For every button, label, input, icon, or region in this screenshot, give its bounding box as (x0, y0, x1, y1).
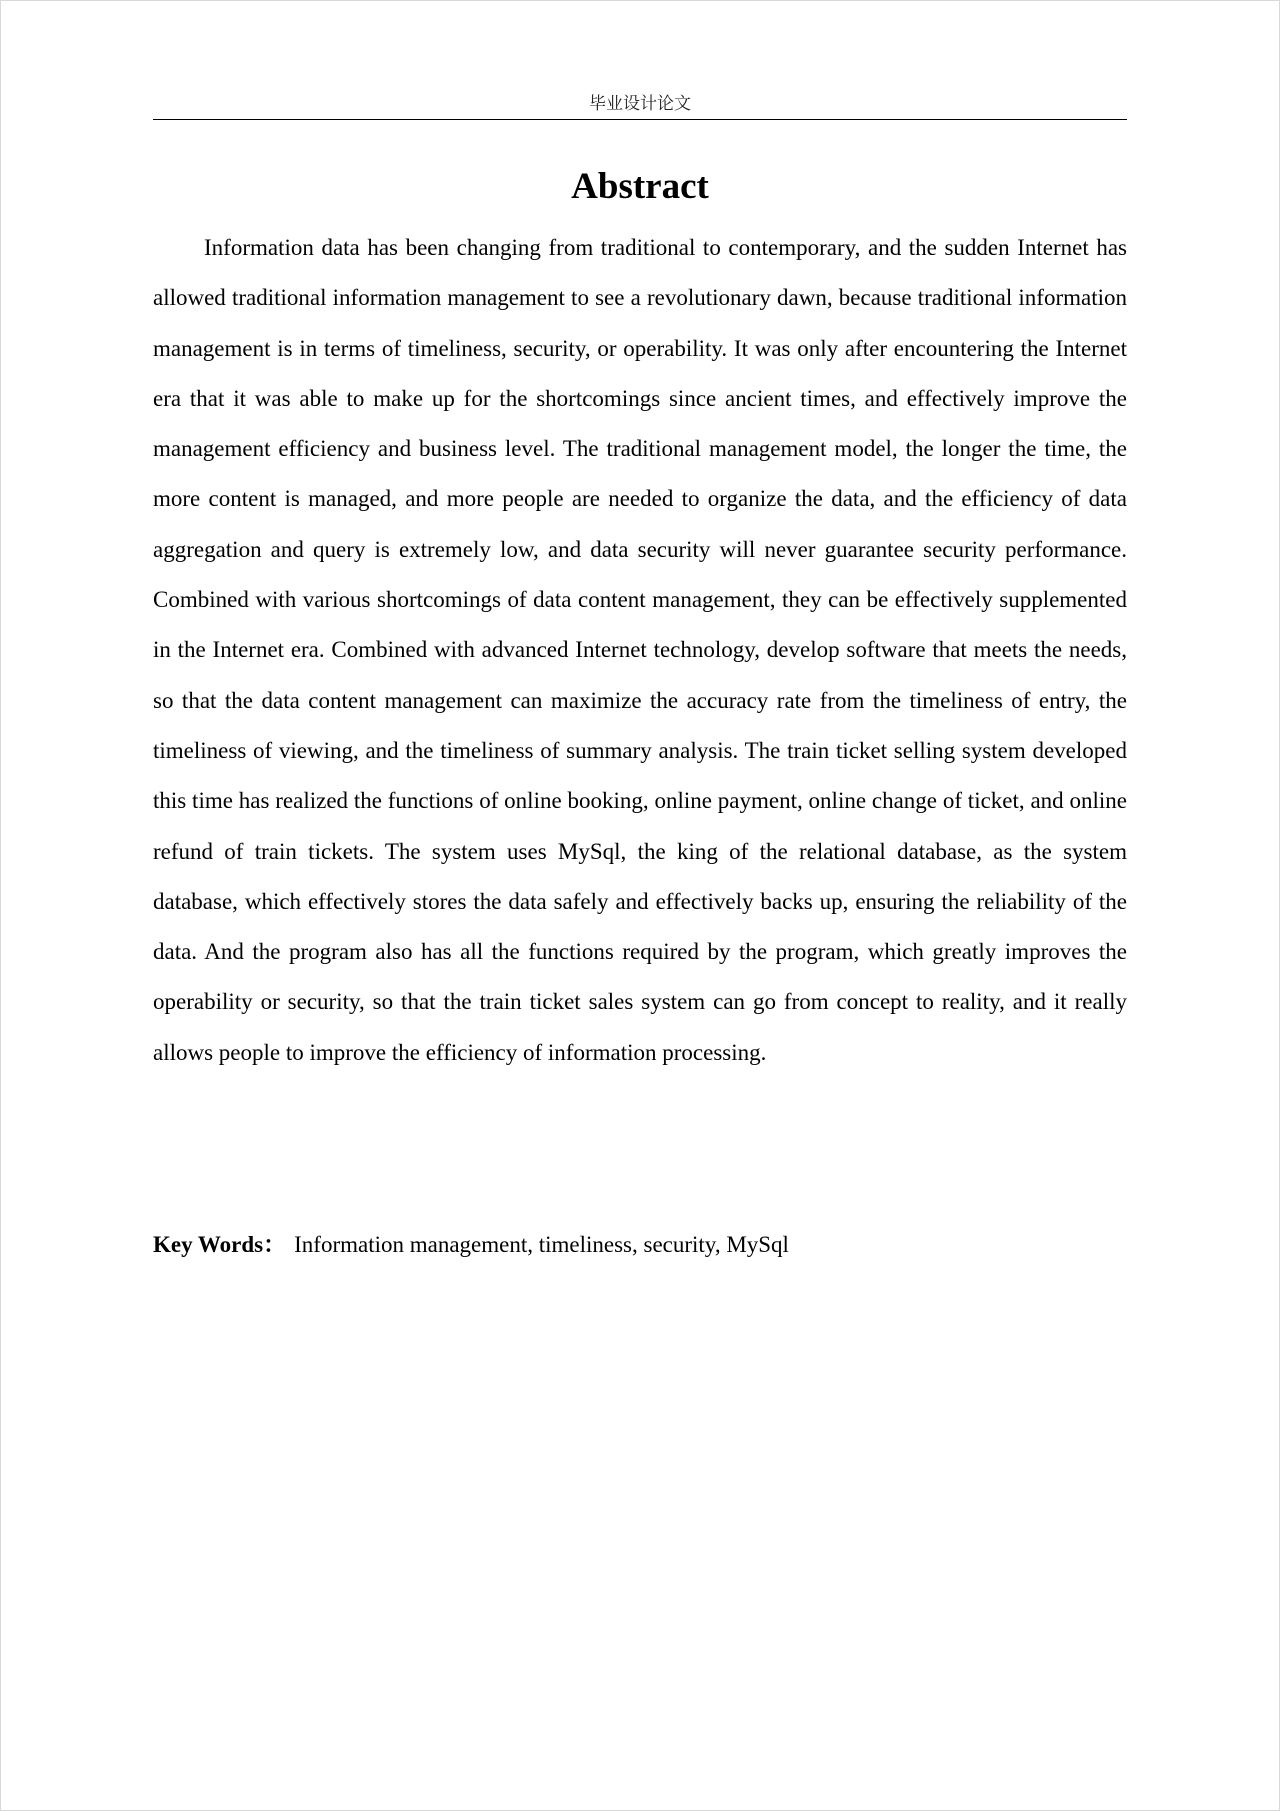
keywords-line (153, 1223, 1127, 1267)
abstract-title: Abstract (571, 166, 709, 207)
keywords-separator: ： (263, 1232, 287, 1258)
abstract-paragraph: Information data has been changing from traditional to contemporary, and the sudden Internet has allowed traditional information management to see a revolutionary dawn, because traditional information management is in terms of timeliness, security, or operability. It was only after encountering the Internet era that it was able to make up for the shortcomings since ancient times, and effectively improve the management efficiency and business level. The traditional management model, the longer the time, the more content is managed, and more people are needed to organize the data, and the efficiency of data aggregation and query is extremely low, and data security will never guarantee security performance. Combined with various shortcomings of data content management, they can be effectively supplemented in the Internet era. Combined with advanced Internet technology, develop software that meets the needs, so that the data content management can maximize the accuracy rate from the timeliness of entry, the timeliness of viewing, and the timeliness of summary analysis. The train ticket selling system developed this time has realized the functions of online booking, online payment, online change of ticket, and online refund of train tickets. The system uses MySql, the king of the relational database, as the system database, which effectively stores the data safely and effectively backs up, ensuring the reliability of the data. And the program also has all the functions required by the program, which greatly improves the operability or security, so that the train ticket sales system can go from concept to reality, and it really allows people to improve the efficiency of information processing. (153, 235, 1127, 1065)
page-header: 毕业设计论文 (153, 89, 1127, 120)
keywords-label: Key Words (153, 1232, 264, 1257)
keywords-value: Information management, timeliness, security, MySql (294, 1232, 789, 1257)
